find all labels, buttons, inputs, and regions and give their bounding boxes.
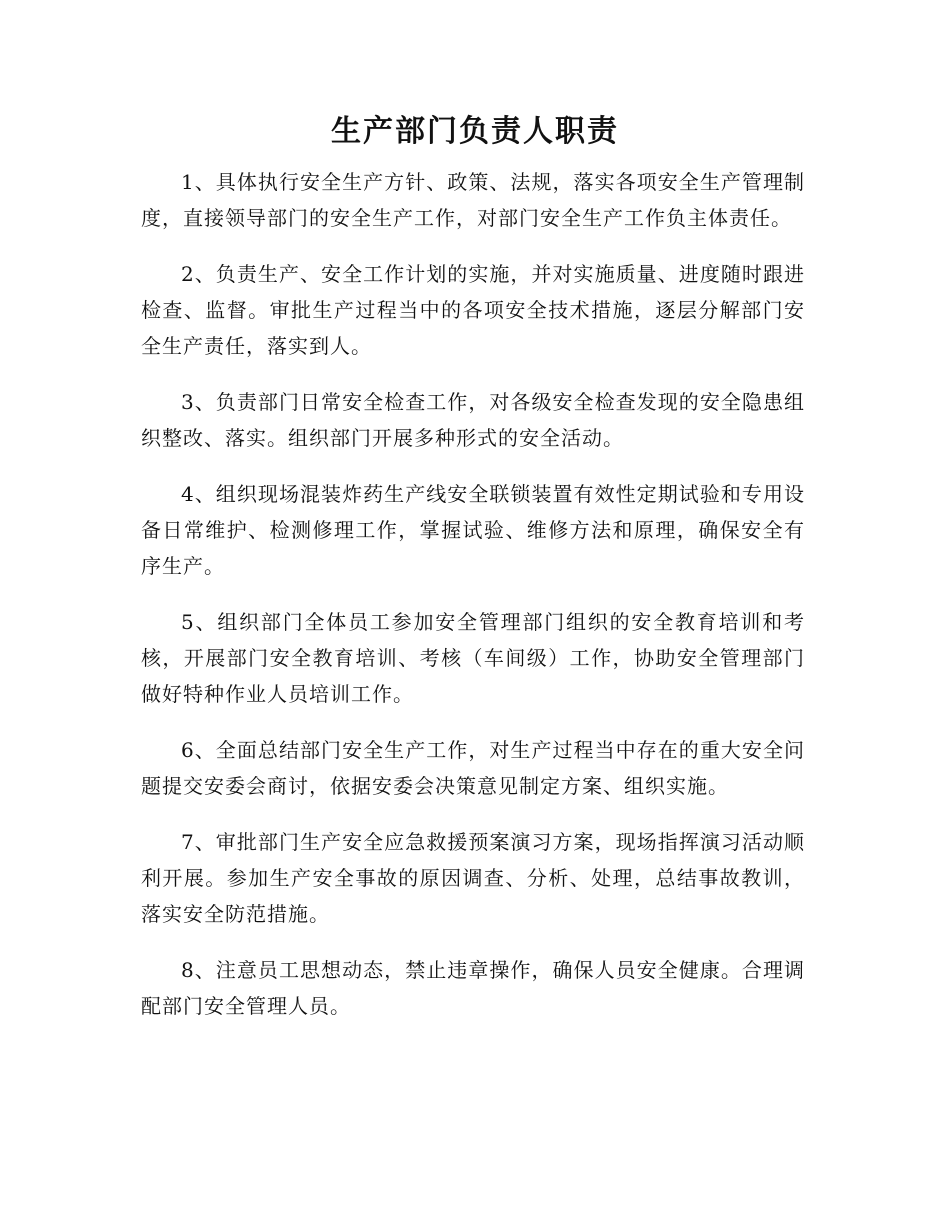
duty-item-3: 3、负责部门日常安全检查工作，对各级安全检查发现的安全隐患组织整改、落实。组织部门开展多种形式的安全活动。 [141,390,805,450]
duty-item-7: 7、审批部门生产安全应急救援预案演习方案，现场指挥演习活动顺利开展。参加生产安全事故的原因调查、分析、处理，总结事故教训，落实安全防范措施。 [141,830,805,926]
duty-item-6: 6、全面总结部门安全生产工作，对生产过程当中存在的重大安全问题提交安委会商讨，依据安委会决策意见制定方案、组织实施。 [141,738,805,798]
document-title: 生产部门负责人职责 [331,114,619,149]
duty-item-1: 1、具体执行安全生产方针、政策、法规，落实各项安全生产管理制度，直接领导部门的安全生产工作，对部门安全生产工作负主体责任。 [141,170,805,230]
duty-item-4: 4、组织现场混装炸药生产线安全联锁装置有效性定期试验和专用设备日常维护、检测修理工作，掌握试验、维修方法和原理，确保安全有序生产。 [141,482,805,578]
duty-item-2: 2、负责生产、安全工作计划的实施，并对实施质量、进度随时跟进检查、监督。审批生产过程当中的各项安全技术措施，逐层分解部门安全生产责任，落实到人。 [141,262,805,358]
document-body [141,164,805,1044]
duty-item-8: 8、注意员工思想动态，禁止违章操作，确保人员安全健康。合理调配部门安全管理人员。 [141,958,805,1018]
duty-item-5: 5、组织部门全体员工参加安全管理部门组织的安全教育培训和考核，开展部门安全教育培训、考核（车间级）工作，协助安全管理部门做好特种作业人员培训工作。 [141,610,805,706]
